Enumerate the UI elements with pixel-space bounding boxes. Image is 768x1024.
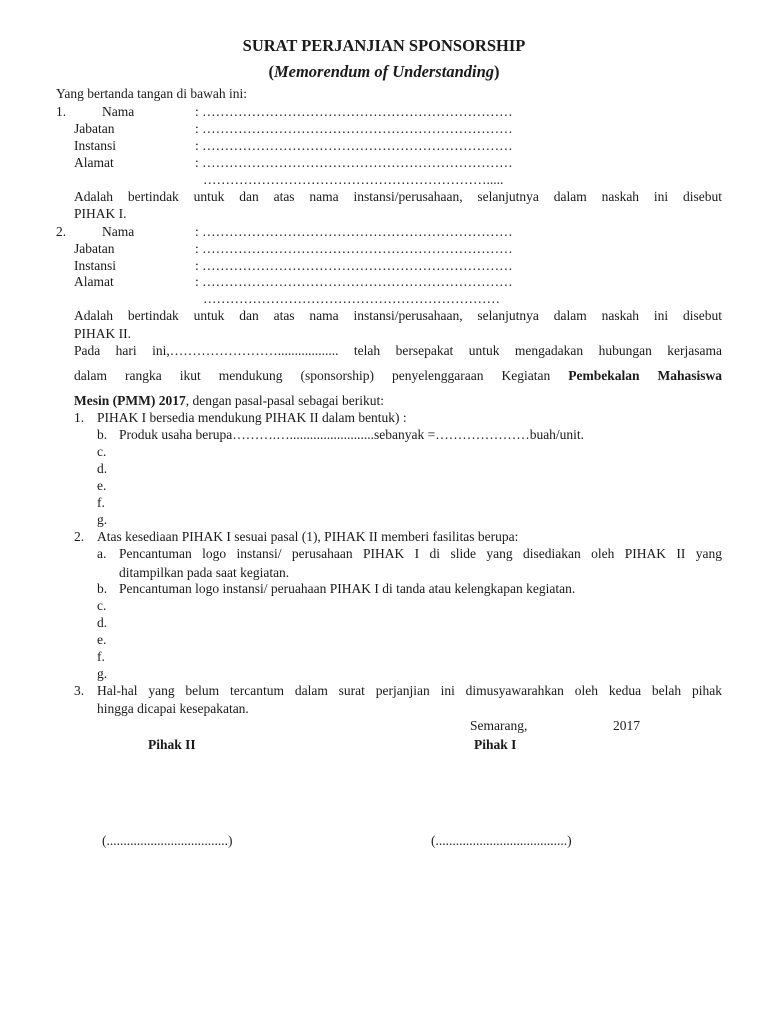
party-1-alamat-label: Alamat [74,155,114,170]
agreement-line-2: dalam rangka ikut mendukung (sponsorship) penyelenggaraan Kegiatan Pembekalan Mahasiswa [74,368,722,383]
article-2-item-d: d. [97,615,108,630]
article-2-item-c: c. [97,598,107,613]
document-subtitle: (Memorendum of Understanding) [268,62,500,81]
party-2-alamat-label: Alamat [74,274,114,289]
party-1-statement: Adalah bertindak untuk dan atas nama instansi/perusahaan, selanjutnya dalam naskah ini disebut [74,189,722,204]
party-2-jabatan-value: : …………………………………………………………… [195,241,513,256]
article-2-item-a-line-1: Pencantuman logo instansi/ perusahaan PIHAK I di slide yang disediakan oleh PIHAK II yang [119,546,722,561]
article-1-item-e: e. [97,478,107,493]
party-2-name-value: : …………………………………………………………… [195,224,513,239]
event-name-bold-cont: Mesin (PMM) 2017 [74,393,186,408]
party-2-instansi-value: : …………………………………………………………… [195,258,513,273]
party-2-name-label: Nama [102,224,135,239]
agreement-line-1: Pada hari ini,…………………….................. telah bersepakat untuk mengadakan hubungan kerjasama [74,343,722,358]
signature-label-pihak-ii: Pihak II [148,737,196,752]
party-1-alamat-value: : …………………………………………………………… [195,155,513,170]
article-2-item-a-line-2: ditampilkan pada saat kegiatan. [119,565,290,580]
article-3-line-1: Hal-hal yang belum tercantum dalam surat perjanjian ini dimusyawarahkan oleh kedua belah pihak [97,683,722,698]
article-1-text: PIHAK I bersedia mendukung PIHAK II dalam bentuk) : [97,410,407,425]
article-2-item-b-letter: b. [97,581,108,596]
article-2-item-a-letter: a. [97,546,107,561]
event-name-bold: Pembekalan Mahasiswa [568,368,722,383]
party-1-name-label: Nama [102,104,135,119]
signature-label-pihak-i: Pihak I [474,737,517,752]
article-1-item-d: d. [97,461,108,476]
party-1-alamat-continued: ………………………………………………………..... [203,172,504,187]
article-2-item-f: f. [97,649,105,664]
party-2-alamat-continued: ………………………………………………………… [203,291,500,306]
article-2-item-g: g. [97,666,108,681]
party-2-instansi-label: Instansi [74,258,116,273]
party-1-instansi-value: : …………………………………………………………… [195,138,513,153]
subtitle-italic: Memorendum of Understanding [273,62,495,81]
party-2-statement: Adalah bertindak untuk dan atas nama instansi/perusahaan, selanjutnya dalam naskah ini disebut [74,308,722,323]
signature-blank-pihak-ii: (....................................) [102,833,233,848]
party-2-jabatan-label: Jabatan [74,241,115,256]
article-2-text: Atas kesediaan PIHAK I sesuai pasal (1), PIHAK II memberi fasilitas berupa: [97,529,519,544]
signing-place: Semarang, [470,718,528,733]
party-1-number: 1. [56,104,67,119]
signing-year: 2017 [613,718,640,733]
article-1-number: 1. [74,410,85,425]
article-1-item-b-letter: b. [97,427,108,442]
party-2-designation: PIHAK II. [74,326,131,341]
party-1-jabatan-value: : …………………………………………………………… [195,121,513,136]
party-1-name-value: : …………………………………………………………… [195,104,513,119]
party-2-number: 2. [56,224,67,239]
agreement-line-3: Mesin (PMM) 2017, dengan pasal-pasal sebagai berikut: [74,393,385,408]
article-1-item-c: c. [97,444,107,459]
party-1-designation: PIHAK I. [74,206,127,221]
article-3-number: 3. [74,683,85,698]
article-2-number: 2. [74,529,85,544]
article-3-line-2: hingga dicapai kesepakatan. [97,701,249,716]
article-2-item-e: e. [97,632,107,647]
article-1-item-b-text: Produk usaha berupa……….….........................sebanyak =…………………buah/unit. [119,427,585,442]
article-1-item-f: f. [97,495,105,510]
party-2-alamat-value: : …………………………………………………………… [195,274,513,289]
article-2-item-b-text: Pencantuman logo instansi/ peruahaan PIHAK I di tanda atau kelengkapan kegiatan. [119,581,576,596]
party-1-jabatan-label: Jabatan [74,121,115,136]
article-1-item-g: g. [97,512,108,527]
document-title: SURAT PERJANJIAN SPONSORSHIP [242,36,526,55]
intro-text: Yang bertanda tangan di bawah ini: [56,86,247,101]
party-1-instansi-label: Instansi [74,138,116,153]
signature-blank-pihak-i: (.......................................) [431,833,572,848]
